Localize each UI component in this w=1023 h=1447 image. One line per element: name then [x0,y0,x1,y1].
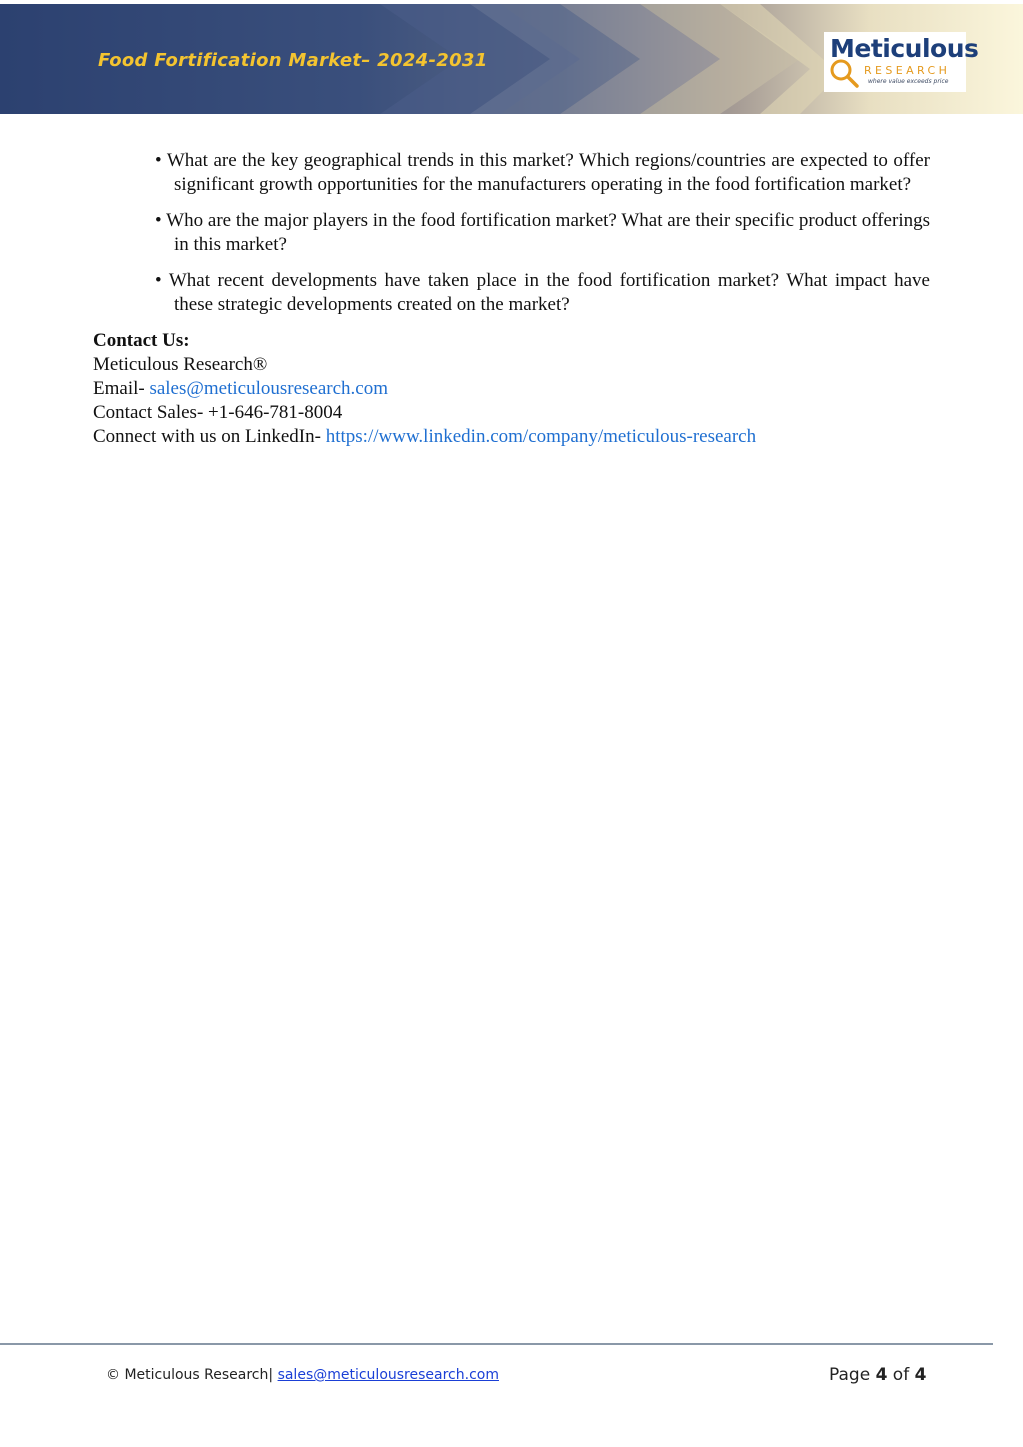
logo-subtitle: RESEARCH [864,64,951,77]
list-item [143,269,930,317]
list-item-text: Who are the major players in the food fortification market? What are their specific product offerings in this market? [166,210,930,255]
bullet-icon: • [155,270,169,291]
email-label: Email- [93,378,150,399]
footer-copyright [106,1367,499,1383]
page-content [93,149,930,449]
logo-tagline: where value exceeds price [868,78,949,85]
linkedin-link[interactable]: https://www.linkedin.com/company/meticulous-research [325,426,757,447]
footer-divider [0,1343,993,1345]
page-total: 4 [914,1365,927,1385]
contact-company: Meticulous Research® [93,354,268,375]
logo-wordmark: Meticulous [830,34,979,63]
email-link[interactable]: sales@meticulousresearch.com [149,378,389,399]
page-number [829,1365,926,1385]
contact-section [93,329,930,449]
page-current: 4 [875,1365,888,1385]
contact-heading: Contact Us: [93,330,190,351]
page-header [0,4,1023,114]
contact-sales: Contact Sales- +1-646-781-8004 [93,402,343,423]
footer-email-link[interactable]: sales@meticulousresearch.com [277,1367,499,1383]
list-item-text: What are the key geographical trends in this market? Which regions/countries are expected to offer significant growth opportunities for the manufacturers operating in the food fortification market? [166,150,930,195]
list-item [143,149,930,197]
contact-linkedin-line [93,425,930,449]
header-title: Food Fortification Market– 2024-2031 [98,50,488,71]
page-word: Page [829,1365,876,1385]
contact-email-line [93,377,930,401]
list-item-text: What recent developments have taken place in the food fortification market? What impact have these strategic developments created on the market? [168,270,930,315]
copyright-text: © Meticulous Research| [106,1367,278,1383]
bullet-icon: • [155,150,167,171]
page-of: of [887,1365,915,1385]
list-item [143,209,930,257]
bullet-icon: • [155,210,167,231]
company-logo [824,32,979,92]
linkedin-label: Connect with us on LinkedIn- [93,426,326,447]
magnifier-icon [827,58,863,88]
